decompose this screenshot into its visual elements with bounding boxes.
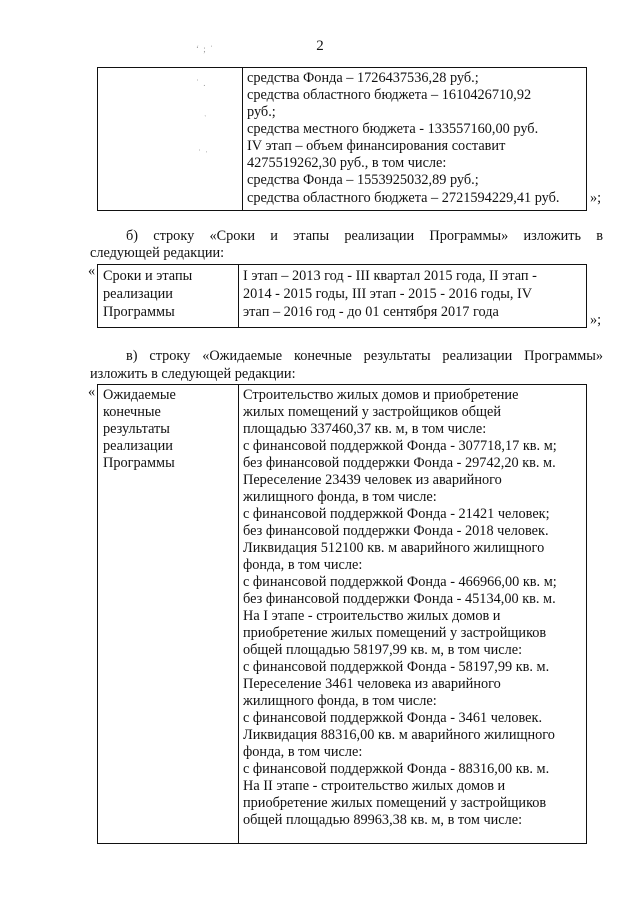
text-line: средства местного бюджета - 133557160,00 руб.: [247, 121, 539, 137]
text-line: средства областного бюджета – 2721594229,41 руб.: [247, 190, 560, 206]
text-line: фонда, в том числе:: [243, 744, 363, 760]
text-line: жилищного фонда, в том числе:: [243, 693, 437, 709]
text-line: площадью 337460,37 кв. м, в том числе:: [243, 421, 487, 437]
paragraph-v-line2: изложить в следующей редакции:: [90, 366, 296, 382]
paragraph-b-line2: следующей редакции:: [90, 245, 225, 261]
table-stages-label: Сроки и этапы: [103, 268, 193, 284]
text-line: без финансовой поддержки Фонда - 29742,20 кв. м.: [243, 455, 556, 471]
text-line: приобретение жилых помещений у застройщиков: [243, 795, 547, 811]
scan-artifact: ˑ: [204, 112, 208, 122]
paragraph-v-line1: в) строку «Ожидаемые конечные результаты реализации Программы»: [126, 348, 603, 364]
table-financing-divider: [242, 67, 243, 211]
table-results-label: Ожидаемые: [103, 387, 176, 403]
text-line: фонда, в том числе:: [243, 557, 363, 573]
text-line: Ликвидация 88316,00 кв. м аварийного жилищного: [243, 727, 555, 743]
text-line: без финансовой поддержки Фонда - 2018 человек.: [243, 523, 549, 539]
text-line: жилых помещений у застройщиков общей: [243, 404, 502, 420]
table-results-label: реализации: [103, 438, 173, 454]
opening-quote: «: [88, 384, 96, 400]
text-line: с финансовой поддержкой Фонда - 88316,00 кв. м.: [243, 761, 550, 777]
closing-quote: »;: [590, 312, 602, 328]
text-line: с финансовой поддержкой Фонда - 466966,00 кв. м;: [243, 574, 557, 590]
closing-quote: »;: [590, 190, 602, 206]
text-line: с финансовой поддержкой Фонда - 58197,99 кв. м.: [243, 659, 550, 675]
opening-quote: «: [88, 263, 96, 279]
text-line: руб.;: [247, 104, 276, 120]
text-line: этап – 2016 год - до 01 сентября 2017 года: [243, 304, 499, 320]
page-number: 2: [316, 38, 324, 54]
table-stages-divider: [238, 264, 239, 328]
text-line: приобретение жилых помещений у застройщиков: [243, 625, 547, 641]
text-line: средства Фонда – 1553925032,89 руб.;: [247, 172, 479, 188]
text-line: I этап – 2013 год - III квартал 2015 года, II этап -: [243, 268, 537, 284]
text-line: с финансовой поддержкой Фонда - 3461 человек.: [243, 710, 543, 726]
scan-artifact: ʻ ; ˈ: [196, 44, 214, 54]
text-line: Ликвидация 512100 кв. м аварийного жилищного: [243, 540, 545, 556]
table-results-label: конечные: [103, 404, 161, 420]
text-line: 2014 - 2015 годы, III этап - 2015 - 2016 годы, IV: [243, 286, 533, 302]
text-line: с финансовой поддержкой Фонда - 307718,17 кв. м;: [243, 438, 557, 454]
text-line: общей площадью 89963,38 кв. м, в том числе:: [243, 812, 523, 828]
text-line: средства Фонда – 1726437536,28 руб.;: [247, 70, 479, 86]
text-line: с финансовой поддержкой Фонда - 21421 человек;: [243, 506, 550, 522]
text-line: без финансовой поддержки Фонда - 45134,00 кв. м.: [243, 591, 556, 607]
text-line: На I этапе - строительство жилых домов и: [243, 608, 501, 624]
table-results-label: результаты: [103, 421, 170, 437]
text-line: средства областного бюджета – 1610426710,92: [247, 87, 532, 103]
paragraph-b-line1: б) строку «Сроки и этапы реализации Программы» изложить в: [126, 228, 603, 244]
text-line: жилищного фонда, в том числе:: [243, 489, 437, 505]
scan-artifact: ˙ .: [196, 78, 207, 88]
text-line: Переселение 23439 человек из аварийного: [243, 472, 502, 488]
text-line: общей площадью 58197,99 кв. м, в том числе:: [243, 642, 523, 658]
text-line: На II этапе - строительство жилых домов и: [243, 778, 506, 794]
text-line: 4275519262,30 руб., в том числе:: [247, 155, 447, 171]
text-line: Строительство жилых домов и приобретение: [243, 387, 519, 403]
scan-artifact: ˙ ˑ: [198, 148, 209, 158]
table-results-divider: [238, 384, 239, 844]
table-stages-label: Программы: [103, 304, 175, 320]
text-line: Переселение 3461 человека из аварийного: [243, 676, 501, 692]
text-line: IV этап – объем финансирования составит: [247, 138, 506, 154]
table-results-label: Программы: [103, 455, 175, 471]
table-stages-label: реализации: [103, 286, 173, 302]
